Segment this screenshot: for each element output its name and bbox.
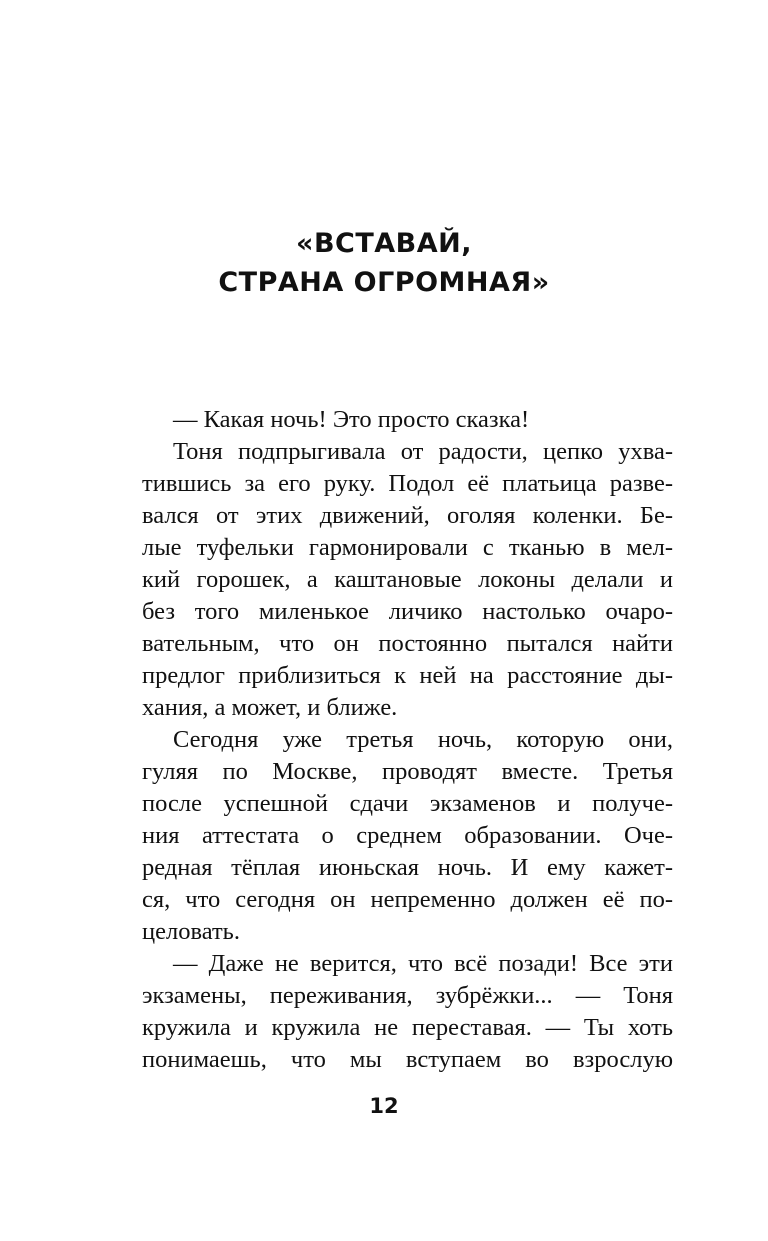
text-line: вался от этих движений, оголяя коленки. Бе- bbox=[142, 502, 673, 529]
text-line: предлог приблизиться к ней на расстояние ды- bbox=[142, 662, 673, 689]
text-line: ния аттестата о среднем образовании. Оче- bbox=[142, 822, 673, 849]
text-line: Сегодня уже третья ночь, которую они, bbox=[173, 726, 673, 753]
paragraph-4 bbox=[142, 948, 673, 1076]
chapter-title-line-2: СТРАНА ОГРОМНАЯ» bbox=[218, 267, 550, 298]
text-line: вательным, что он постоянно пытался найти bbox=[142, 630, 673, 657]
paragraph-3 bbox=[142, 724, 673, 948]
text-line: гуляя по Москве, проводят вместе. Третья bbox=[142, 758, 673, 785]
text-line: кий горошек, а каштановые локоны делали и bbox=[142, 566, 673, 593]
text-line: после успешной сдачи экзаменов и получе- bbox=[142, 790, 673, 817]
text-line: лые туфельки гармонировали с тканью в мел- bbox=[142, 534, 673, 561]
text-line: тившись за его руку. Подол её платьица разве- bbox=[142, 470, 673, 497]
chapter-title-line-1: «ВСТАВАЙ, bbox=[296, 228, 472, 259]
paragraph-2 bbox=[142, 436, 673, 724]
text-line: — Даже не верится, что всё позади! Все эти bbox=[173, 950, 673, 977]
text-line: Тоня подпрыгивала от радости, цепко ухва- bbox=[173, 438, 673, 465]
chapter-title bbox=[0, 224, 768, 302]
page-number: 12 bbox=[369, 1094, 399, 1118]
text-line: экзамены, переживания, зубрёжки... — Тоня bbox=[142, 982, 673, 1009]
text-line: целовать. bbox=[142, 918, 240, 945]
text-line: — Какая ночь! Это просто сказка! bbox=[173, 406, 530, 433]
text-line: редная тёплая июньская ночь. И ему кажет- bbox=[142, 854, 673, 881]
text-line: понимаешь, что мы вступаем во взрослую bbox=[142, 1046, 673, 1073]
text-line: кружила и кружила не переставая. — Ты хоть bbox=[142, 1014, 673, 1041]
paragraph-1 bbox=[142, 404, 673, 436]
text-line: ся, что сегодня он непременно должен её по- bbox=[142, 886, 673, 913]
text-line: без того миленькое личико настолько очаро- bbox=[142, 598, 673, 625]
body-text bbox=[142, 404, 673, 1076]
text-line: хания, а может, и ближе. bbox=[142, 694, 398, 721]
